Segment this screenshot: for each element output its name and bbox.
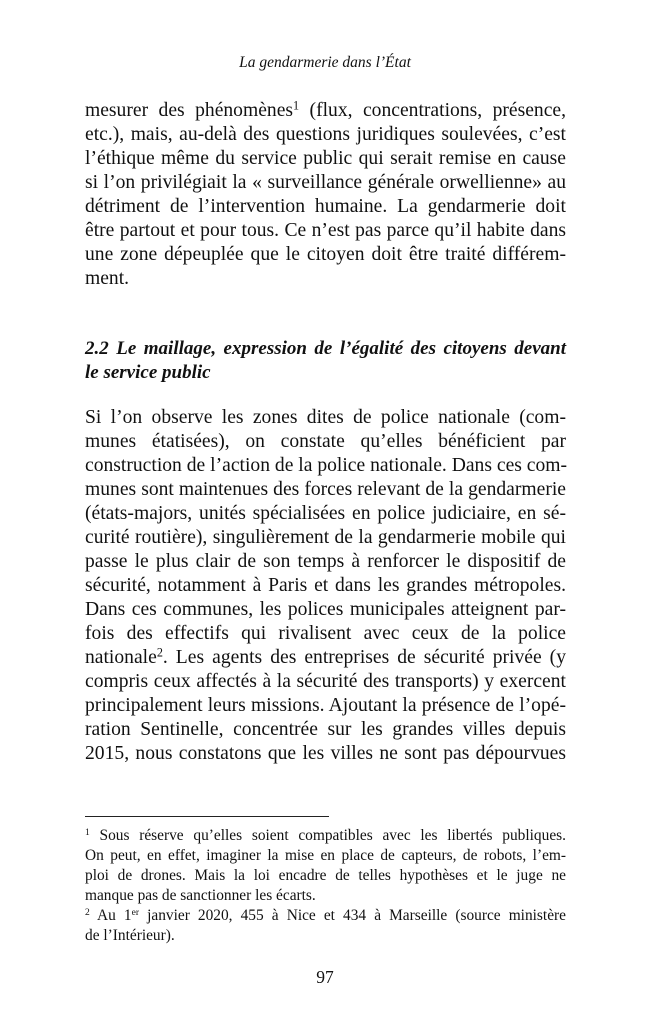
section-heading-line-1: 2.2 Le maillage, expression de l’égalité des citoyens devant	[85, 338, 566, 359]
paragraph-1-line: l’éthique même du service public qui serait remise en cause	[85, 148, 566, 169]
paragraph-2-line: Dans ces communes, les polices municipales atteignent par-	[85, 599, 566, 620]
section-heading-line-2: le service public	[85, 362, 211, 383]
paragraph-1-line: être partout et pour tous. Ce n’est pas parce qu’il habite dans	[85, 220, 566, 241]
paragraph-1-line-1-tail: (flux, concentrations, présence,	[299, 100, 566, 121]
paragraph-2-line: fois des effectifs qui rivalisent avec ceux de la police	[85, 623, 566, 644]
footnote-2-marker: 2	[85, 906, 90, 918]
paragraph-2-line: principalement leurs missions. Ajoutant la présence de l’opé-	[85, 695, 566, 716]
paragraph-2-line: Si l’on observe les zones dites de police nationale (com-	[85, 407, 566, 428]
paragraph-2-line: munes étatisées), on constate qu’elles bénéficient par	[85, 431, 566, 452]
footnote-1-text: Sous réserve qu’elles soient compatibles avec les libertés publiques.	[89, 827, 566, 844]
paragraph-2-line: passe le plus clair de son temps à renforcer le dispositif de	[85, 551, 566, 572]
paragraph-1-line	[85, 99, 566, 123]
footnote-1-line-3: ploi de drones. Mais la loi encadre de telles hypothèses et le juge ne	[85, 867, 566, 884]
paragraph-2-line: curité routière), singulièrement de la gendarmerie mobile qui	[85, 527, 566, 548]
paragraph-2-line	[85, 646, 566, 670]
footnote-1-line-4: manque pas de sanctionner les écarts.	[85, 887, 316, 904]
footnote-2-text-start: Au 1	[89, 907, 132, 924]
paragraph-1-line: détriment de l’intervention humaine. La gendarmerie doit	[85, 196, 566, 217]
paragraph-1-line-1-text: mesurer des phénomènes	[85, 100, 294, 121]
paragraph-1-line: si l’on privilégiait la « surveillance générale orwellienne» au	[85, 172, 566, 193]
paragraph-1-line: une zone dépeuplée que le citoyen doit être traité différem-	[85, 244, 566, 265]
page-number: 97	[316, 967, 334, 987]
footnote-separator	[85, 816, 329, 817]
footnote-2-line-1	[85, 906, 566, 926]
paragraph-1-line: etc.), mais, au-delà des questions juridiques soulevées, c’est	[85, 124, 566, 145]
paragraph-2-line: compris ceux affectés à la sécurité des transports) y exercent	[85, 671, 566, 692]
paragraph-2-line: (états-majors, unités spécialisées en police judiciaire, en sé-	[85, 503, 566, 524]
paragraph-2-line-11-text: nationale	[85, 647, 157, 668]
footnote-2-ordinal: er	[131, 906, 139, 918]
footnote-ref-1: 1	[293, 98, 300, 113]
paragraph-1-line: ment.	[85, 268, 130, 289]
paragraph-2-line: ration Sentinelle, concentrée sur les grandes villes depuis	[85, 719, 566, 740]
paragraph-2-line: munes sont maintenues des forces relevant de la gendarmerie	[85, 479, 566, 500]
footnote-2-line-2: de l’Intérieur).	[85, 927, 175, 944]
footnote-1-marker: 1	[85, 826, 90, 838]
footnote-2-text-end: janvier 2020, 455 à Nice et 434 à Marseille (source ministère	[139, 907, 566, 924]
running-head: La gendarmerie dans l’État	[239, 54, 411, 71]
paragraph-2-line: construction de l’action de la police nationale. Dans ces com-	[85, 455, 568, 476]
footnote-ref-2: 2	[156, 645, 163, 660]
paragraph-2-line: sécurité, notamment à Paris et dans les grandes métropoles.	[85, 575, 566, 596]
footnote-1-line-1	[85, 826, 566, 846]
footnote-1-line-2: On peut, en effet, imaginer la mise en place de capteurs, de robots, l’em-	[85, 847, 566, 864]
paragraph-2-line-11-tail: . Les agents des entreprises de sécurité privée (y	[162, 647, 566, 668]
paragraph-2-line: 2015, nous constatons que les villes ne sont pas dépourvues	[85, 743, 566, 764]
